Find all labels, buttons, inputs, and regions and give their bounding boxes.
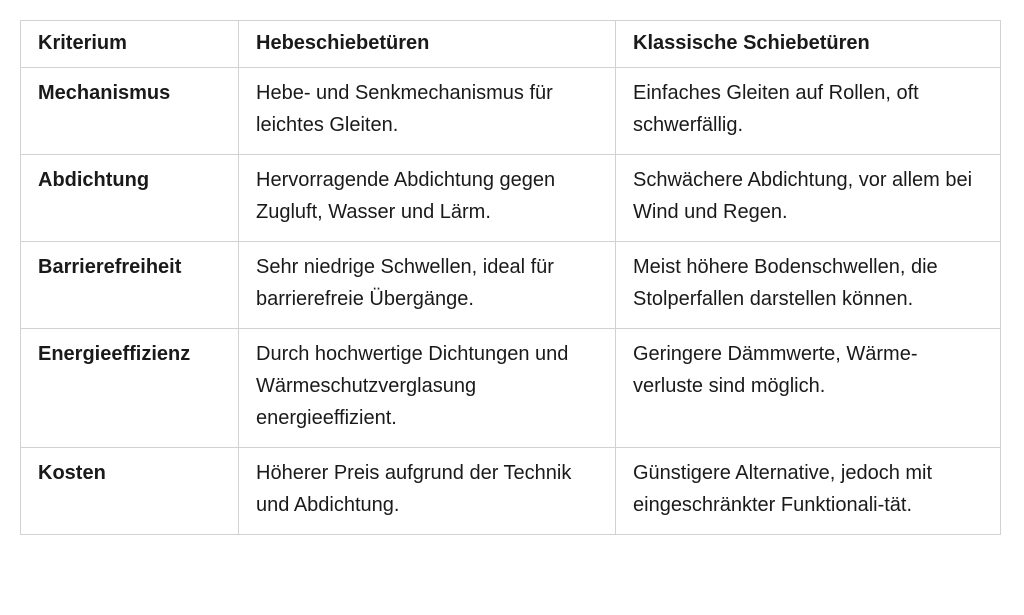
table-row bbox=[21, 329, 1001, 448]
comparison-table-container bbox=[20, 20, 1000, 535]
row-hebe-cell: Hebe- und Senkmechanismus für leichtes Gleiten. bbox=[239, 68, 616, 155]
table-row bbox=[21, 242, 1001, 329]
row-hebe-cell: Hervorragende Abdichtung gegen Zugluft, Wasser und Lärm. bbox=[239, 155, 616, 242]
row-hebe-cell: Höherer Preis aufgrund der Technik und Abdichtung. bbox=[239, 448, 616, 535]
table-row bbox=[21, 448, 1001, 535]
row-criterion: Abdichtung bbox=[21, 155, 239, 242]
header-hebeschiebetueren: Hebeschiebetüren bbox=[239, 21, 616, 68]
row-klassisch-cell: Einfaches Gleiten auf Rollen, oft schwerfällig. bbox=[616, 68, 1001, 155]
table-row bbox=[21, 68, 1001, 155]
row-klassisch-cell: Geringere Dämmwerte, Wärme-verluste sind möglich. bbox=[616, 329, 1001, 448]
row-hebe-cell: Durch hochwertige Dichtungen und Wärmeschutzverglasung energieeffizient. bbox=[239, 329, 616, 448]
row-criterion: Barrierefreiheit bbox=[21, 242, 239, 329]
header-criterion: Kriterium bbox=[21, 21, 239, 68]
row-criterion: Energieeffizienz bbox=[21, 329, 239, 448]
table-row bbox=[21, 155, 1001, 242]
header-klassische-schiebetueren: Klassische Schiebetüren bbox=[616, 21, 1001, 68]
table-header-row bbox=[21, 21, 1001, 68]
row-klassisch-cell: Meist höhere Bodenschwellen, die Stolperfallen darstellen können. bbox=[616, 242, 1001, 329]
row-klassisch-cell: Schwächere Abdichtung, vor allem bei Wind und Regen. bbox=[616, 155, 1001, 242]
row-criterion: Mechanismus bbox=[21, 68, 239, 155]
row-klassisch-cell: Günstigere Alternative, jedoch mit eingeschränkter Funktionali-tät. bbox=[616, 448, 1001, 535]
row-criterion: Kosten bbox=[21, 448, 239, 535]
comparison-table bbox=[20, 20, 1001, 535]
row-hebe-cell: Sehr niedrige Schwellen, ideal für barrierefreie Übergänge. bbox=[239, 242, 616, 329]
